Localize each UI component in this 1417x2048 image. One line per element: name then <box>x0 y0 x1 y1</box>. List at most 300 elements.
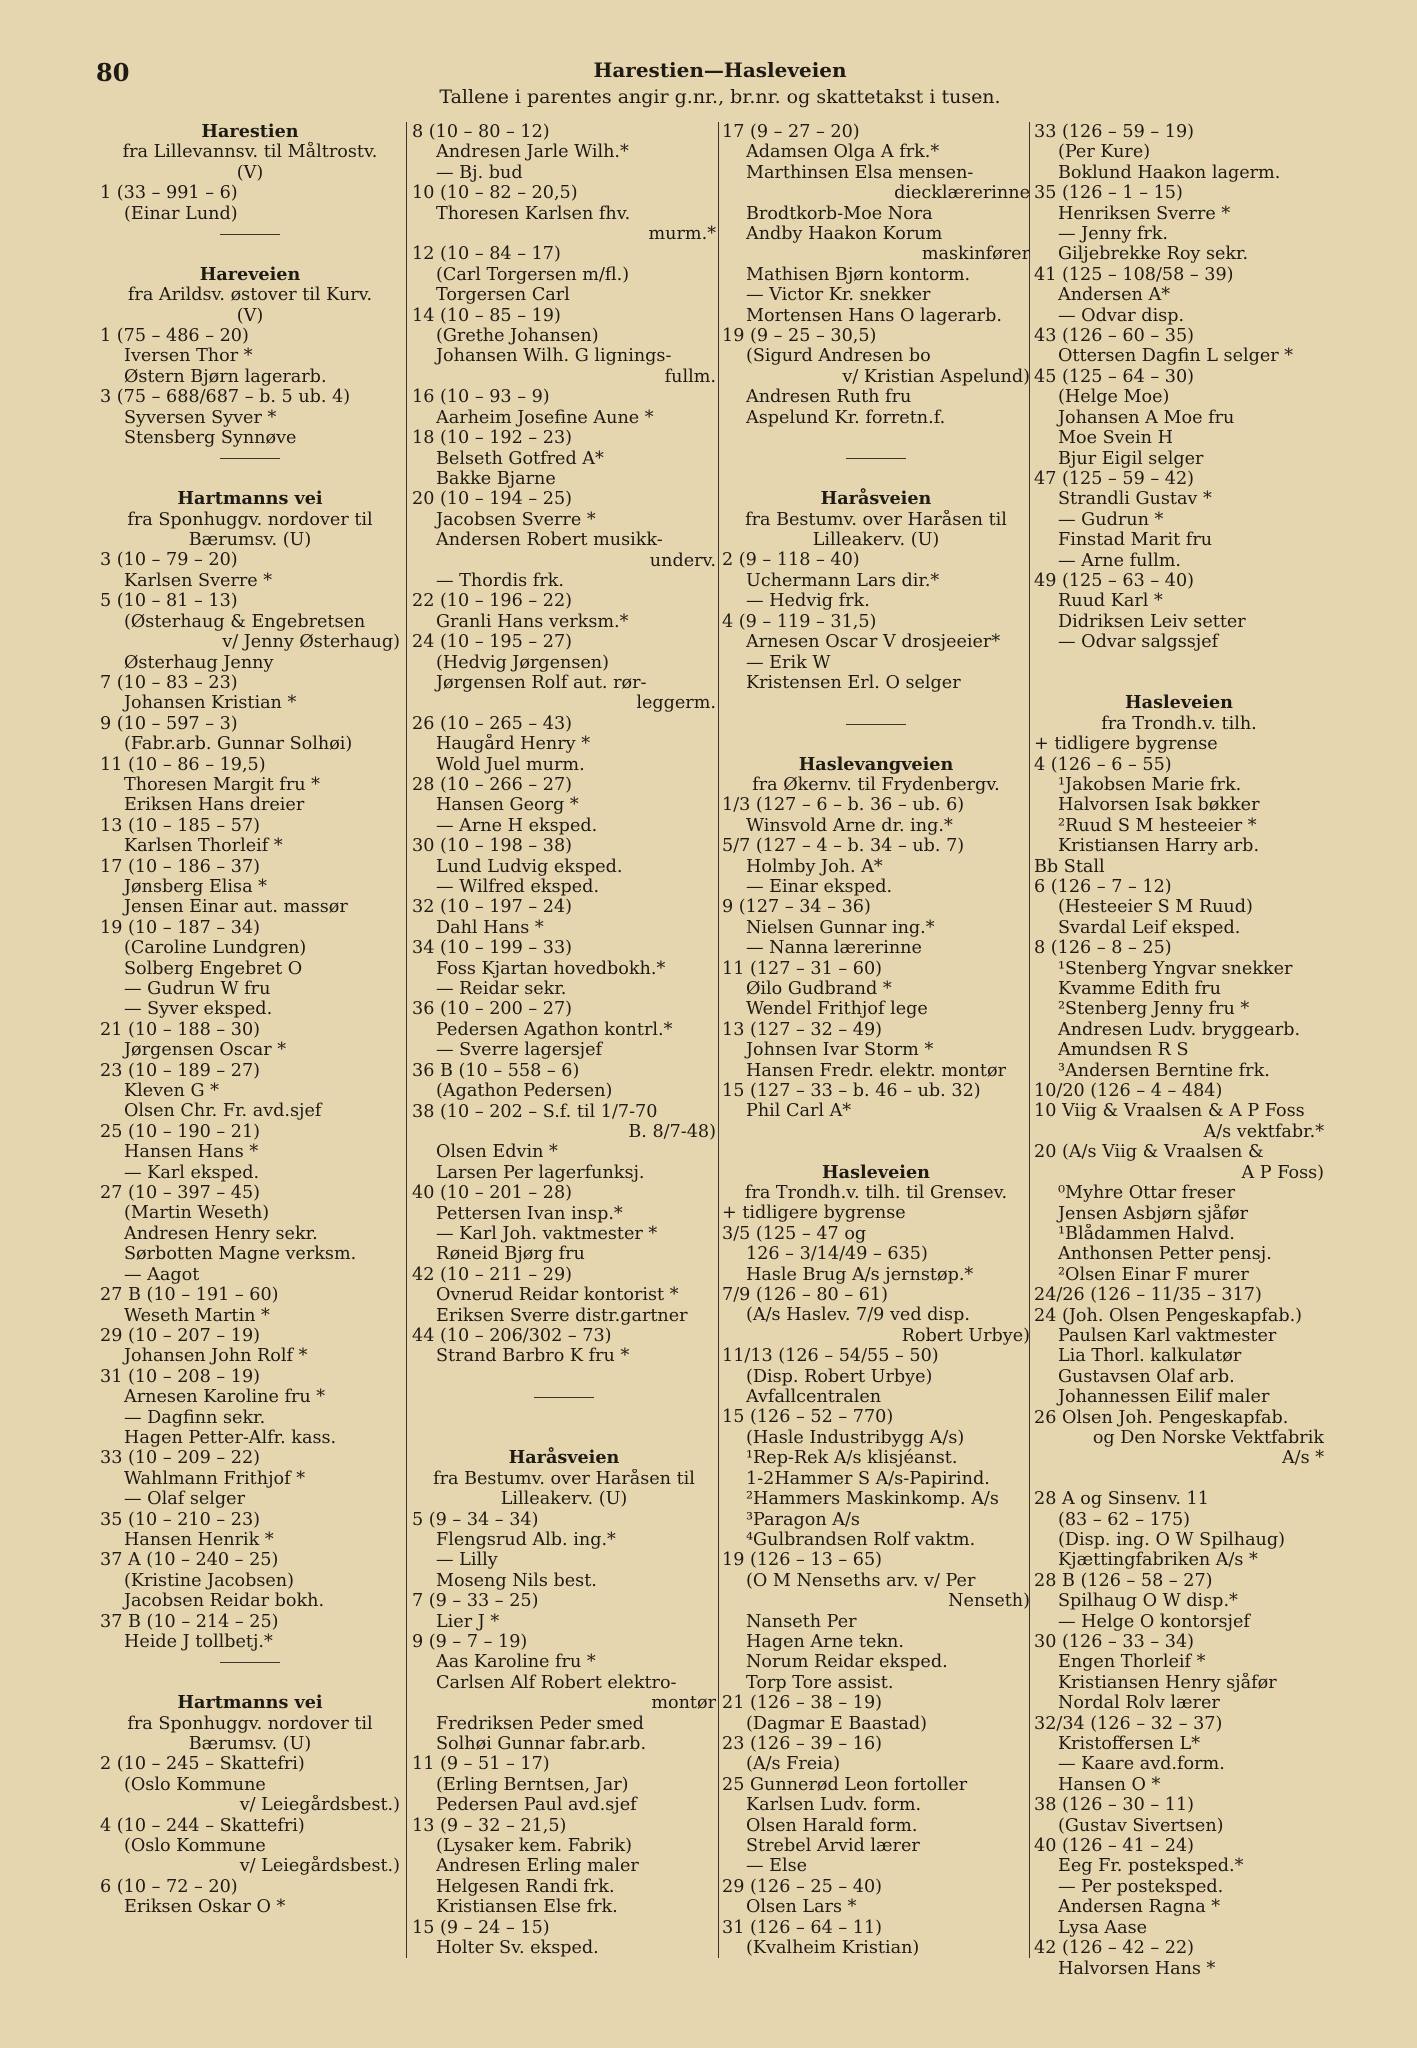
listing-line: (Fabr.arb. Gunnar Solhøi) <box>124 734 353 755</box>
listing-line: A P Foss) <box>1241 1162 1324 1183</box>
listing-line: 11/13 (126 – 54/55 – 50) <box>722 1346 939 1367</box>
listing-line: Kjættingfabriken A/s * <box>1058 1550 1258 1571</box>
listing-line: Solhøi Gunnar fabr.arb. <box>436 1734 647 1755</box>
listing-line: Solberg Engebret O <box>124 958 303 979</box>
street-heading: Haråsveien <box>508 1447 620 1469</box>
listing-line: Kvamme Edith fru <box>1058 979 1221 1000</box>
listing-line: fra Bestumv. over Haråsen til <box>745 509 1007 530</box>
listing-line: 4 (9 – 119 – 31,5) <box>722 611 877 632</box>
listing-line: — Karl Joh. vaktmester * <box>436 1223 658 1244</box>
listing-line: 2 (9 – 118 – 40) <box>722 550 860 571</box>
listing-line: Flengsrud Alb. ing.* <box>436 1529 616 1550</box>
listing-line: Pedersen Agathon kontrl.* <box>436 1019 673 1040</box>
listing-line: og Den Norske Vektfabrik <box>1092 1427 1324 1448</box>
listing-line: — Einar eksped. <box>746 876 893 897</box>
listing-line: Pettersen Ivan insp.* <box>436 1203 623 1224</box>
listing-line: Karlsen Sverre * <box>124 570 273 591</box>
listing-line: 37 A (10 – 240 – 25) <box>100 1550 279 1571</box>
listing-line: Nenseth) <box>948 1591 1030 1612</box>
listing-line: Nanseth Per <box>746 1611 857 1632</box>
listing-line: Kristiansen Henry sjåfør <box>1058 1672 1277 1693</box>
listing-line: (Grethe Johansen) <box>436 326 599 347</box>
listing-line: Lier J * <box>436 1611 500 1632</box>
listing-line: 14 (10 – 85 – 19) <box>412 305 561 326</box>
listing-line: Andresen Henry sekr. <box>124 1223 318 1244</box>
listing-line: 32/34 (126 – 32 – 37) <box>1034 1713 1223 1734</box>
listing-line: Amundsen R S <box>1058 1040 1189 1061</box>
listing-line: 13 (9 – 32 – 21,5) <box>412 1815 567 1836</box>
listing-line: Andersen Robert musikk- <box>436 530 663 551</box>
listing-line: Larsen Per lagerfunksj. <box>436 1162 645 1183</box>
listing-line: 13 (10 – 185 – 57) <box>100 815 261 836</box>
listing-line: 7 (9 – 33 – 25) <box>412 1591 539 1612</box>
listing-line: 30 (10 – 198 – 38) <box>412 836 573 857</box>
listing-line: Andresen Ruth fru <box>746 387 912 408</box>
listing-line: Gustavsen Olaf arb. <box>1058 1366 1235 1387</box>
listing-line: 31 (126 – 64 – 11) <box>722 1917 883 1938</box>
listing-line: Aarheim Josefine Aune * <box>436 407 654 428</box>
listing-line: Strandli Gustav * <box>1058 489 1212 510</box>
listing-line: Andersen Ragna * <box>1058 1897 1221 1918</box>
listing-line: 40 (10 – 201 – 28) <box>412 1183 573 1204</box>
listing-line: ²Olsen Einar F murer <box>1058 1264 1249 1285</box>
listing-line: B. 8/7-48) <box>628 1121 716 1142</box>
listing-line: (Kvalheim Kristian) <box>746 1938 920 1959</box>
listing-line: Torgersen Carl <box>436 285 570 306</box>
listing-line: 35 (10 – 210 – 23) <box>100 1509 261 1530</box>
column-2 <box>412 122 716 1959</box>
listing-line: 28 B (126 – 58 – 27) <box>1034 1570 1213 1591</box>
listing-line: Lia Thorl. kalkulatør <box>1058 1346 1242 1367</box>
listing-line: fra Økernv. til Frydenbergv. <box>752 774 1000 795</box>
listing-line: Jacobsen Sverre * <box>436 509 596 530</box>
listing-line: 42 (126 – 42 – 22) <box>1034 1938 1195 1959</box>
listing-line: 35 (126 – 1 – 15) <box>1034 183 1183 204</box>
section-separator <box>412 1387 716 1407</box>
listing-line: underv. <box>649 550 716 571</box>
listing-line: — Lilly <box>436 1550 498 1571</box>
listing-line: Nielsen Gunnar ing.* <box>746 917 935 938</box>
listing-line: Hansen Henrik * <box>124 1529 274 1550</box>
listing-line: — Olaf selger <box>124 1489 245 1510</box>
street-heading: Hartmanns vei <box>177 1692 323 1714</box>
listing-line: 8 (10 – 80 – 12) <box>412 122 550 142</box>
subtitle: Tallene i parentes angir g.nr., br.nr. og skattetakst i tusen. <box>439 86 1001 108</box>
listing-line: 15 (9 – 24 – 15) <box>412 1917 550 1938</box>
listing-line: Strebel Arvid lærer <box>746 1836 920 1856</box>
listing-line: 10/20 (126 – 4 – 484) <box>1034 1081 1223 1102</box>
listing-line: 15 (127 – 33 – b. 46 – ub. 32) <box>722 1081 981 1101</box>
listing-line: Hansen O * <box>1058 1774 1161 1795</box>
listing-line: — Nanna lærerinne <box>746 938 922 959</box>
listing-line: 5 (10 – 81 – 13) <box>100 591 238 612</box>
listing-line: — Syver eksped. <box>124 999 273 1020</box>
listing-line: Holmby Joh. A* <box>746 856 883 877</box>
listing-line: Østern Bjørn lagerarb. <box>124 366 327 387</box>
listing-line: Thoresen Margit fru * <box>124 774 320 795</box>
listing-line: (Kristine Jacobsen) <box>124 1570 294 1591</box>
listing-line: 45 (125 – 64 – 30) <box>1034 366 1195 387</box>
listing-line: 29 (10 – 207 – 19) <box>100 1325 261 1346</box>
column-rule <box>406 122 407 1958</box>
listing-line: 10 Viig & Vraalsen & A P Foss <box>1034 1101 1305 1122</box>
listing-line: — Wilfred eksped. <box>436 877 600 898</box>
listing-line: (Østerhaug & Engebretsen <box>124 611 366 632</box>
listing-line: — Arne fullm. <box>1058 550 1182 571</box>
listing-line: Paulsen Karl vaktmester <box>1058 1325 1277 1346</box>
listing-line: A/s * <box>1281 1448 1324 1469</box>
listing-line: Helgesen Randi frk. <box>436 1876 615 1897</box>
listing-line: 5 (9 – 34 – 34) <box>412 1509 539 1530</box>
listing-line: (V) <box>236 305 264 326</box>
listing-line: 2 (10 – 245 – Skattefri) <box>100 1754 305 1775</box>
listing-line: 7 (10 – 83 – 23) <box>100 672 238 693</box>
listing-line: (Lysaker kem. Fabrik) <box>436 1836 633 1857</box>
listing-line: — Helge O kontorsjef <box>1058 1611 1250 1632</box>
listing-line: 11 (9 – 51 – 17) <box>412 1754 550 1775</box>
listing-line: Bakke Bjarne <box>436 468 556 489</box>
listing-line: Jønsberg Elisa * <box>124 876 267 897</box>
listing-line: — Jenny frk. <box>1058 224 1169 245</box>
listing-line: Iversen Thor * <box>124 346 253 367</box>
listing-line: 26 (10 – 265 – 43) <box>412 713 573 734</box>
listing-line: (Carl Torgersen m/fl.) <box>436 264 630 285</box>
listing-line: 24/26 (126 – 11/35 – 317) <box>1034 1285 1262 1306</box>
listing-line: ²Ruud S M hesteeier * <box>1058 815 1257 836</box>
listing-line: Granli Hans verksm.* <box>436 611 629 632</box>
listing-line: Holter Sv. eksped. <box>436 1938 599 1959</box>
listing-line: (Hesteeier S M Ruud) <box>1058 897 1253 918</box>
section-separator <box>100 1652 400 1672</box>
listing-line: Avfallcentralen <box>746 1387 882 1408</box>
listing-line: ⁴Gulbrandsen Rolf vaktm. <box>746 1529 976 1550</box>
listing-line: Arnesen Karoline fru * <box>124 1387 326 1408</box>
listing-line: 4 (10 – 244 – Skattefri) <box>100 1815 305 1836</box>
listing-line: Andresen Ludv. bryggearb. <box>1058 1019 1301 1040</box>
listing-line: Engen Thorleif * <box>1058 1652 1206 1673</box>
listing-line: Olsen Lars * <box>746 1897 857 1918</box>
listing-line: — Odvar disp. <box>1058 305 1185 326</box>
listing-line: diecklærerinne <box>894 183 1030 204</box>
listing-line: — Else <box>746 1856 808 1877</box>
listing-line: Didriksen Leiv setter <box>1058 611 1246 632</box>
listing-line: ¹Jakobsen Marie frk. <box>1058 774 1242 795</box>
listing-line: 23 (126 – 39 – 16) <box>722 1733 883 1754</box>
listing-line: 19 (126 – 13 – 65) <box>722 1550 883 1571</box>
listing-line: Hansen Fredr. elektr. montør <box>746 1060 1007 1081</box>
listing-line: (Oslo Kommune <box>124 1836 266 1857</box>
listing-line: (Hasle Industribygg A/s) <box>746 1427 965 1448</box>
listing-line: Hagen Arne tekn. <box>746 1631 904 1652</box>
listing-line: (A/s Haslev. 7/9 ved disp. <box>746 1305 970 1326</box>
listing-line: v/ Kristian Aspelund) <box>842 366 1030 387</box>
listing-line: 37 B (10 – 214 – 25) <box>100 1611 279 1632</box>
section-separator <box>722 448 1030 468</box>
listing-line: 10 (10 – 82 – 20,5) <box>412 183 578 204</box>
listing-line: Lund Ludvig eksped. <box>436 856 623 877</box>
listing-line: Olsen Edvin * <box>436 1142 558 1163</box>
listing-line: ³Andersen Berntine frk. <box>1058 1060 1270 1081</box>
street-heading: Hasleveien <box>822 1161 930 1183</box>
listing-line: maskinfører <box>921 244 1030 265</box>
listing-line: — Dagfinn sekr. <box>124 1407 266 1428</box>
listing-line: 27 (10 – 397 – 45) <box>100 1183 261 1204</box>
listing-line: Lilleakerv. (U) <box>500 1489 628 1510</box>
listing-line: Bærumsv. (U) <box>188 530 312 551</box>
listing-line: Andresen Jarle Wilh.* <box>436 142 629 163</box>
listing-line: Adamsen Olga A frk.* <box>746 142 940 163</box>
listing-line: (Caroline Lundgren) <box>124 938 307 959</box>
listing-line: Syversen Syver * <box>124 407 277 428</box>
listing-line: Giljebrekke Roy sekr. <box>1058 244 1249 265</box>
listing-line: Strand Barbro K fru * <box>436 1346 630 1367</box>
listing-line: Pedersen Paul avd.sjef <box>436 1795 637 1816</box>
listing-line: Johansen Wilh. G lignings- <box>436 346 672 367</box>
street-heading: Hasleveien <box>1125 692 1233 714</box>
listing-line: — Hedvig frk. <box>746 591 870 612</box>
listing-line: leggerm. <box>636 693 716 714</box>
listing-line: v/ Leiegårdsbest.) <box>239 1795 400 1816</box>
listing-line: Øilo Gudbrand * <box>746 978 892 999</box>
listing-line: Marthinsen Elsa mensen- <box>746 162 974 183</box>
street-heading: Haslevangveien <box>798 753 954 775</box>
listing-line: ¹Rep-Rek A/s klisjéanst. <box>746 1448 958 1469</box>
listing-line: Uchermann Lars dir.* <box>746 570 940 591</box>
listing-line: 9 (10 – 597 – 3) <box>100 713 238 734</box>
listing-line: Foss Kjartan hovedbokh.* <box>436 958 666 979</box>
listing-line: 33 (10 – 209 – 22) <box>100 1448 261 1469</box>
listing-line: 20 (A/s Viig & Vraalsen & <box>1034 1142 1264 1163</box>
listing-line: Norum Reidar eksped. <box>746 1652 948 1673</box>
listing-line: 3 (10 – 79 – 20) <box>100 550 238 571</box>
listing-line: Eeg Fr. posteksped.* <box>1058 1856 1244 1877</box>
listing-line: + tidligere bygrense <box>1034 734 1218 755</box>
listing-line: 32 (10 – 197 – 24) <box>412 897 573 918</box>
listing-line: (Gustav Sivertsen) <box>1058 1815 1224 1836</box>
listing-line: 11 (10 – 86 – 19,5) <box>100 754 266 775</box>
listing-line: — Reidar sekr. <box>436 979 567 1000</box>
listing-line: Boklund Haakon lagerm. <box>1058 162 1281 183</box>
listing-line: Røneid Bjørg fru <box>436 1244 585 1265</box>
listing-line: Mathisen Bjørn kontorm. <box>746 264 971 285</box>
listing-line: Robert Urbye) <box>901 1325 1030 1346</box>
listing-line: 25 Gunnerød Leon fortoller <box>722 1774 968 1795</box>
listing-line: Bjur Eigil selger <box>1058 448 1204 469</box>
listing-line: — Odvar salgssjef <box>1058 632 1219 653</box>
listing-line: fullm. <box>664 366 716 387</box>
listing-line: Finstad Marit fru <box>1058 530 1213 551</box>
listing-line: Lilleakerv. (U) <box>812 530 940 551</box>
listing-line: 27 B (10 – 191 – 60) <box>100 1285 279 1306</box>
listing-line: (V) <box>236 162 264 183</box>
listing-line: (Per Kure) <box>1058 142 1151 163</box>
column-3 <box>722 122 1030 1958</box>
section-separator <box>100 224 400 244</box>
listing-line: Wendel Frithjof lege <box>746 999 928 1020</box>
listing-line: Olsen Chr. Fr. avd.sjef <box>124 1101 322 1122</box>
listing-line: Spilhaug O W disp.* <box>1058 1591 1238 1612</box>
listing-line: fra Arildsv. østover til Kurv. <box>127 285 373 306</box>
listing-line: Wold Juel murm. <box>436 754 585 775</box>
listing-line: Hasle Brug A/s jernstøp.* <box>746 1264 974 1285</box>
listing-line: Johansen A Moe fru <box>1058 407 1235 428</box>
listing-line: Jacobsen Reidar bokh. <box>124 1591 325 1612</box>
listing-line: 38 (126 – 30 – 11) <box>1034 1795 1195 1816</box>
listing-line: 47 (125 – 59 – 42) <box>1034 468 1195 489</box>
street-heading: Hartmanns vei <box>177 488 323 510</box>
listing-line: (Erling Berntsen, Jar) <box>436 1774 629 1795</box>
listing-line: Aas Karoline fru * <box>436 1652 596 1673</box>
listing-line: (Helge Moe) <box>1058 387 1170 408</box>
listing-line: Jørgensen Oscar * <box>124 1040 287 1061</box>
listing-line: (Sigurd Andresen bo <box>746 346 931 367</box>
listing-line: 36 (10 – 200 – 27) <box>412 999 573 1020</box>
listing-line: Hagen Petter-Alfr. kass. <box>124 1427 337 1448</box>
listing-line: ²Hammers Maskinkomp. A/s <box>746 1489 999 1510</box>
listing-line: 40 (126 – 41 – 24) <box>1034 1836 1195 1857</box>
listing-line: Nordal Rolv lærer <box>1058 1693 1220 1714</box>
listing-line: — Thordis frk. <box>436 570 564 591</box>
listing-line: Heide J tollbetj.* <box>124 1632 273 1652</box>
listing-line: 24 (Joh. Olsen Pengeskapfab.) <box>1034 1305 1303 1326</box>
listing-line: 24 (10 – 195 – 27) <box>412 632 573 653</box>
listing-line: 34 (10 – 199 – 33) <box>412 938 573 959</box>
listing-line: 7/9 (126 – 80 – 61) <box>722 1285 888 1306</box>
listing-line: Andby Haakon Korum <box>746 224 943 245</box>
listing-line: Moseng Nils best. <box>436 1570 597 1591</box>
listing-line: 20 (10 – 194 – 25) <box>412 489 573 510</box>
listing-line: Thoresen Karlsen fhv. <box>436 203 631 224</box>
listing-line: Winsvold Arne dr. ing.* <box>746 815 953 836</box>
listing-line: Eriksen Hans dreier <box>124 795 305 816</box>
listing-line: — Per posteksped. <box>1058 1876 1224 1897</box>
listing-line: Eriksen Oskar O * <box>124 1897 286 1918</box>
listing-line: 23 (10 – 189 – 27) <box>100 1060 261 1081</box>
listing-line: Dahl Hans * <box>436 917 544 938</box>
listing-line: Karlsen Thorleif * <box>124 836 283 857</box>
section-separator <box>100 448 400 468</box>
listing-line: Arnesen Oscar V drosjeeier* <box>746 632 1001 653</box>
listing-line: 17 (9 – 27 – 20) <box>722 122 860 142</box>
listing-line: (Dagmar E Baastad) <box>746 1713 927 1734</box>
listing-line: Halvorsen Hans * <box>1058 1958 1216 1979</box>
listing-line: (Agathon Pedersen) <box>436 1081 613 1102</box>
listing-line: Henriksen Sverre * <box>1058 203 1231 224</box>
listing-line: Torp Tore assist. <box>746 1672 894 1693</box>
listing-line: 41 (125 – 108/58 – 39) <box>1034 264 1234 285</box>
listing-line: murm.* <box>648 224 716 245</box>
listing-line: 15 (126 – 52 – 770) <box>722 1407 894 1428</box>
listing-line: Johannessen Eilif maler <box>1058 1387 1270 1408</box>
listing-line: Weseth Martin * <box>124 1305 270 1326</box>
listing-line: v/ Jenny Østerhaug) <box>222 632 400 653</box>
listing-line: Haugård Henry * <box>436 734 591 755</box>
listing-line: Kristiansen Harry arb. <box>1058 836 1260 857</box>
listing-line: 44 (10 – 206/302 – 73) <box>412 1325 612 1346</box>
listing-line: 21 (126 – 38 – 19) <box>722 1693 883 1714</box>
street-heading: Haråsveien <box>820 488 932 510</box>
listing-line: fra Lillevannsv. til Måltrostv. <box>122 142 378 163</box>
listing-line: (Oslo Kommune <box>124 1774 266 1795</box>
listing-line: 22 (10 – 196 – 22) <box>412 591 573 612</box>
listing-line: Aspelund Kr. forretn.f. <box>746 407 946 428</box>
listing-line: Karlsen Ludv. form. <box>746 1795 922 1816</box>
listing-line: 1 (75 – 486 – 20) <box>100 326 249 347</box>
listing-line: 49 (125 – 63 – 40) <box>1034 570 1195 591</box>
street-heading: Harestien <box>201 121 299 142</box>
listing-line: Andersen A* <box>1058 285 1170 306</box>
listing-line: Jensen Einar aut. massør <box>124 897 348 918</box>
listing-line: 21 (10 – 188 – 30) <box>100 1019 261 1040</box>
listing-line: Johnsen Ivar Storm * <box>746 1040 934 1061</box>
listing-line: Phil Carl A* <box>746 1101 852 1122</box>
listing-line: 8 (126 – 8 – 25) <box>1034 938 1172 959</box>
listing-line: 6 (126 – 7 – 12) <box>1034 877 1172 897</box>
listing-line: 1 (33 – 991 – 6) <box>100 183 238 204</box>
listing-line: 5/7 (127 – 4 – b. 34 – ub. 7) <box>722 836 965 857</box>
listing-line: — Karl eksped. <box>124 1162 260 1183</box>
listing-line: Kristiansen Else frk. <box>436 1897 618 1918</box>
listing-line: Olsen Harald form. <box>746 1815 918 1836</box>
listing-line: Kristoffersen L* <box>1058 1734 1201 1755</box>
listing-line: 38 (10 – 202 – S.f. til 1/7-70 <box>412 1101 658 1122</box>
listing-line: fra Trondh.v. tilh. <box>1101 713 1257 734</box>
listing-line: — Gudrun * <box>1058 509 1164 530</box>
listing-line: — Erik W <box>746 652 831 673</box>
listing-line: Kleven G * <box>124 1081 219 1102</box>
listing-line: 19 (10 – 187 – 34) <box>100 917 261 938</box>
listing-line: 9 (9 – 7 – 19) <box>412 1632 528 1652</box>
listing-line: (Disp. ing. O W Spilhaug) <box>1058 1529 1286 1550</box>
running-head: Harestien—Hasleveien <box>593 58 847 82</box>
listing-line: Halvorsen Isak bøkker <box>1058 795 1260 816</box>
listing-line: — Arne H eksped. <box>436 815 598 836</box>
listing-line: 29 (126 – 25 – 40) <box>722 1876 883 1897</box>
street-heading: Hareveien <box>199 263 301 285</box>
listing-line: — Aagot <box>124 1264 200 1285</box>
listing-line: Anthonsen Petter pensj. <box>1058 1244 1272 1265</box>
listing-line: — Victor Kr. snekker <box>746 285 931 306</box>
listing-line: Sørbotten Magne verksm. <box>124 1244 357 1265</box>
listing-line: Johansen Kristian * <box>124 693 297 714</box>
listing-line: 6 (10 – 72 – 20) <box>100 1876 238 1897</box>
listing-line: A/s vektfabr.* <box>1203 1121 1324 1142</box>
listing-line: 126 – 3/14/49 – 635) <box>746 1244 928 1265</box>
listing-line: Ottersen Dagfin L selger * <box>1058 346 1294 367</box>
listing-line: (O M Nenseths arv. v/ Per <box>746 1570 976 1591</box>
listing-line: 19 (9 – 25 – 30,5) <box>722 326 877 347</box>
listing-line: Ovnerud Reidar kontorist * <box>436 1285 679 1306</box>
listing-line: Eriksen Sverre distr.gartner <box>436 1305 688 1326</box>
listing-line: Lysa Aase <box>1058 1917 1148 1938</box>
listing-line: 11 (127 – 31 – 60) <box>722 958 883 979</box>
listing-line: — Kaare avd.form. <box>1058 1754 1225 1775</box>
listing-line: Jørgensen Rolf aut. rør- <box>436 672 647 693</box>
listing-line: Østerhaug Jenny <box>124 652 274 673</box>
listing-line: — Bj. bud <box>436 162 523 183</box>
listing-line: (83 – 62 – 175) <box>1058 1509 1191 1530</box>
listing-line: 12 (10 – 84 – 17) <box>412 244 561 265</box>
listing-line: Mortensen Hans O lagerarb. <box>746 305 1002 326</box>
listing-line: Kristensen Erl. O selger <box>746 672 961 693</box>
listing-line: Bærumsv. (U) <box>188 1734 312 1754</box>
listing-line: (Martin Weseth) <box>124 1203 270 1224</box>
listing-line: 28 A og Sinsenv. 11 <box>1034 1489 1209 1510</box>
listing-line: 31 (10 – 208 – 19) <box>100 1366 261 1387</box>
listing-line: Ruud Karl * <box>1058 591 1163 612</box>
listing-line: 9 (127 – 34 – 36) <box>722 897 871 918</box>
listing-line: 3/5 (125 – 47 og <box>722 1223 867 1244</box>
